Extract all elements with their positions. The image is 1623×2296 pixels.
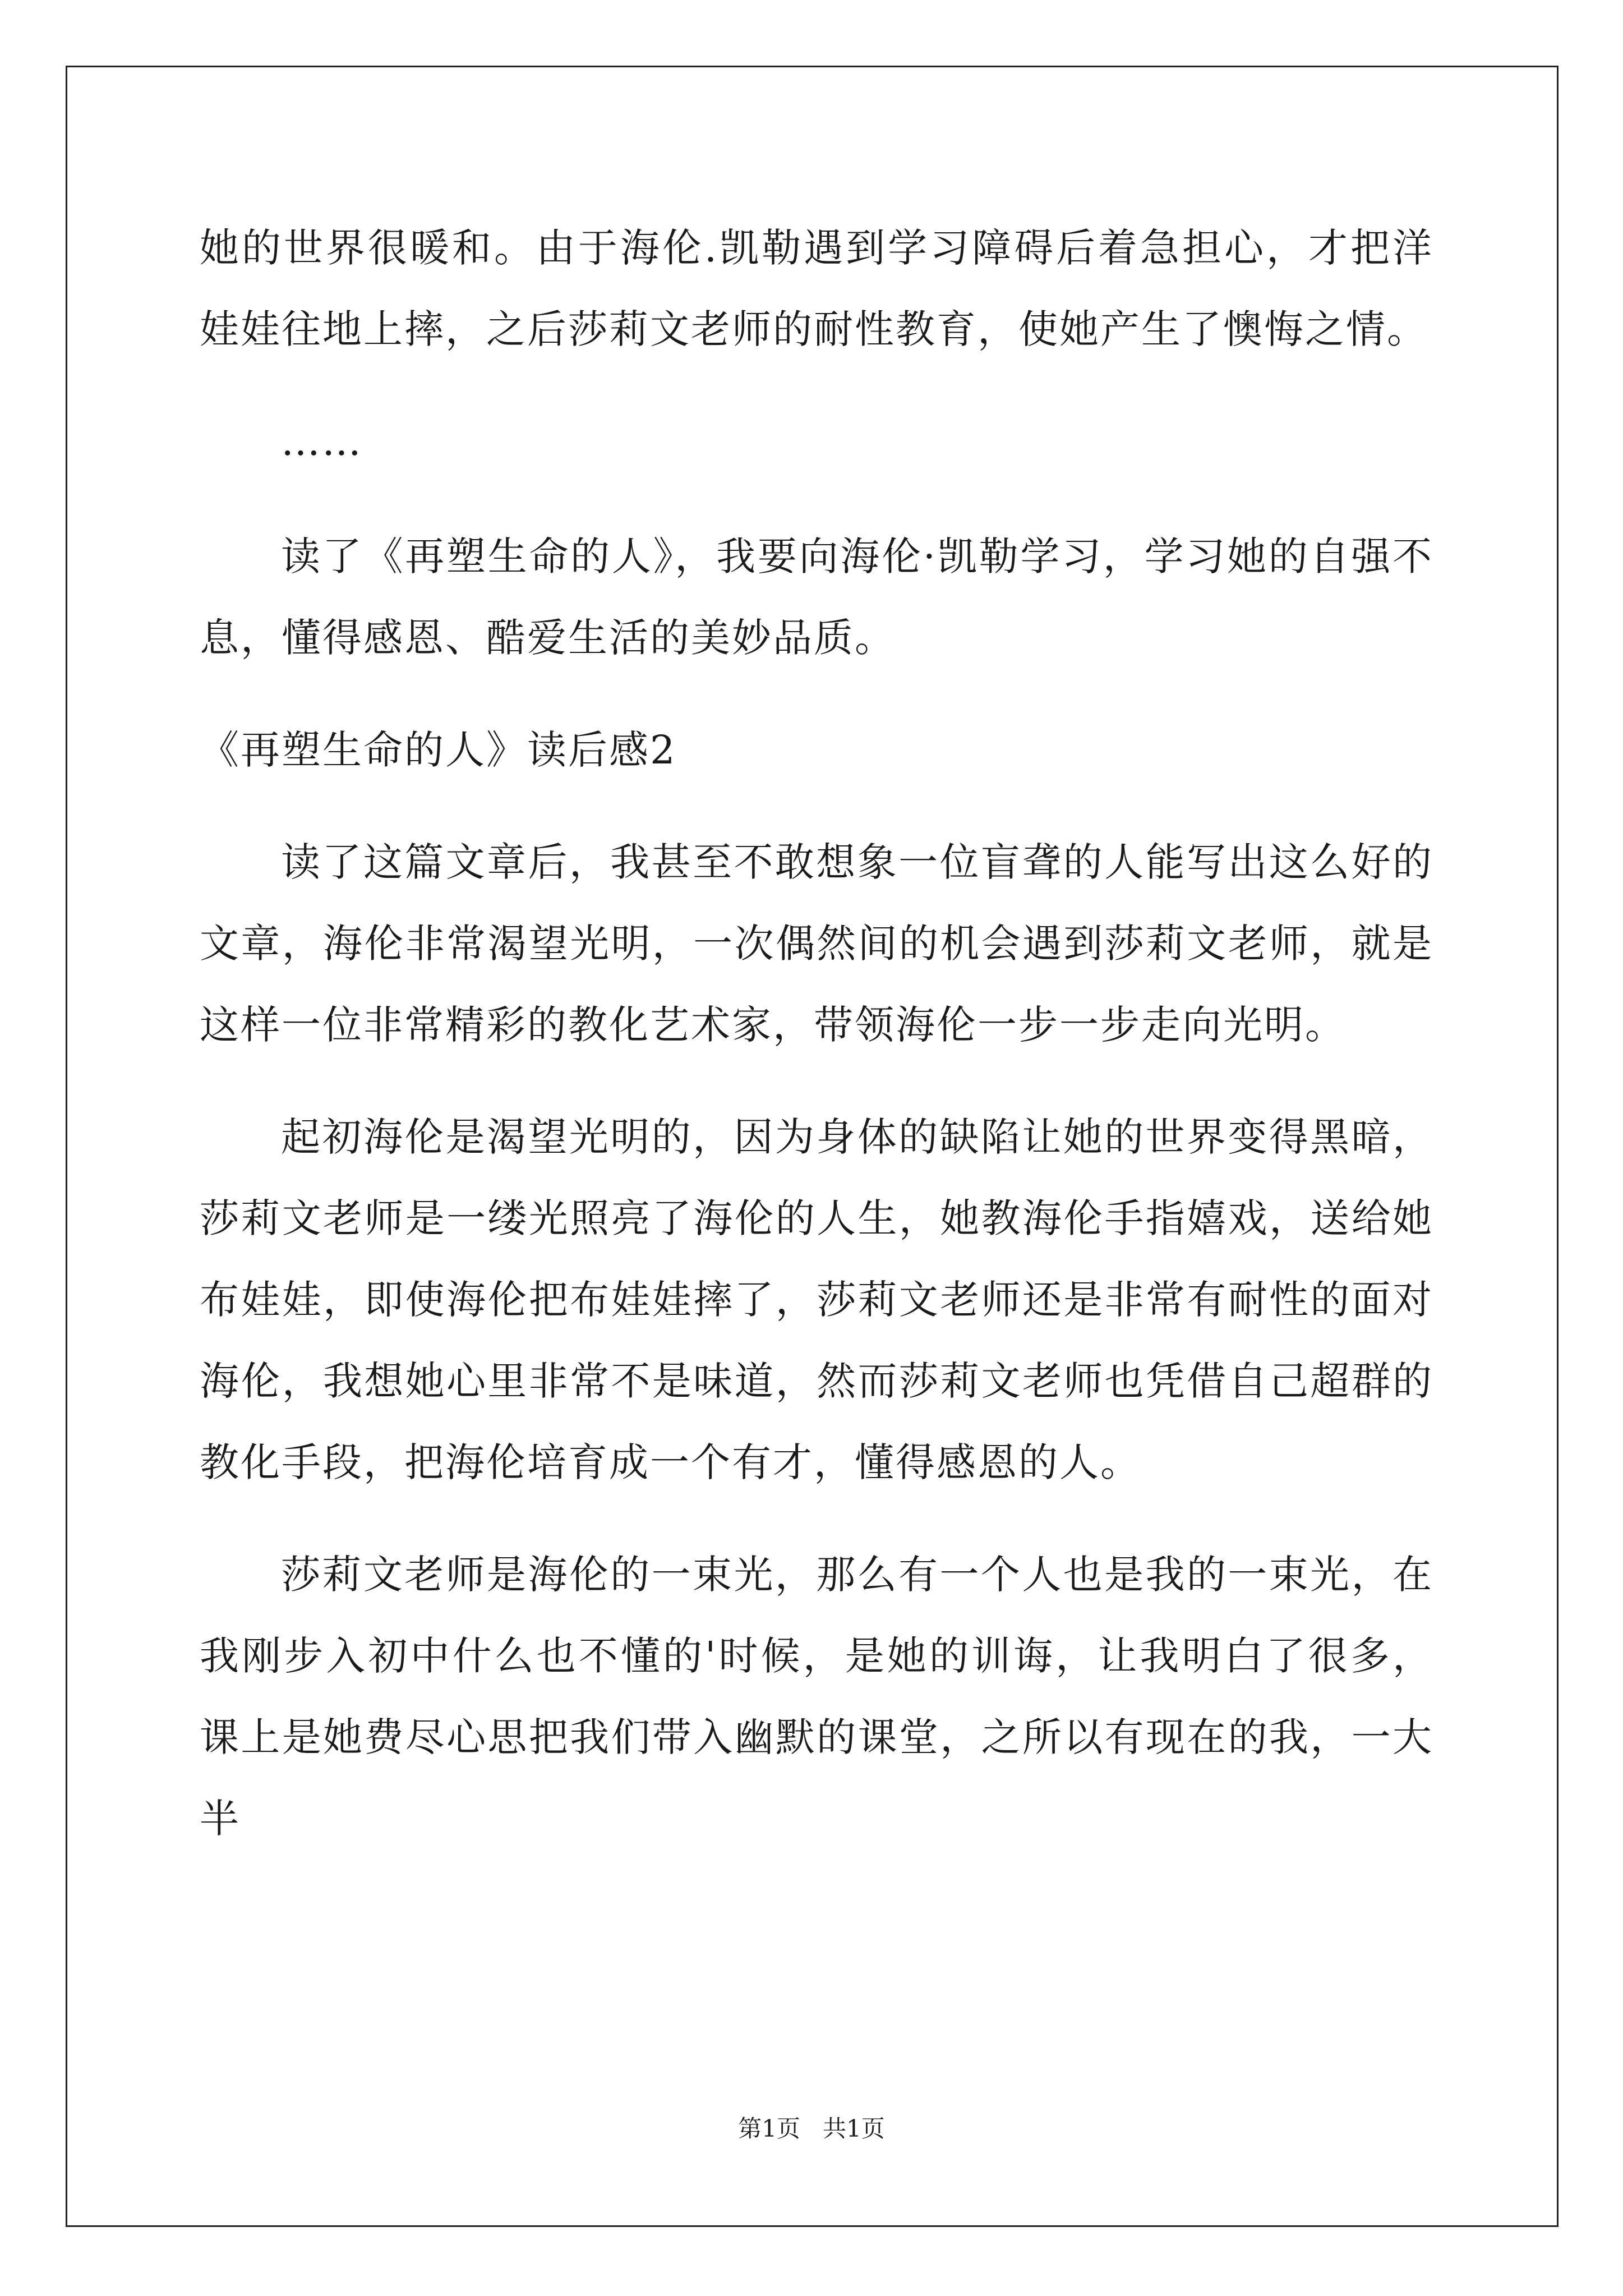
section-paragraph: 莎莉文老师是海伦的一束光，那么有一个人也是我的一束光，在我刚步入初中什么也不懂的'时候，是她的训诲，让我明白了很多，课上是她费尽心思把我们带入幽默的课堂，之所以有现在的我，一大半 — [200, 1552, 1433, 1842]
section-paragraph: 起初海伦是渴望光明的，因为身体的缺陷让她的世界变得黑暗，莎莉文老师是一缕光照亮了海伦的人生，她教海伦手指嬉戏，送给她布娃娃，即使海伦把布娃娃摔了，莎莉文老师还是非常有耐性的面对海伦，我想她心里非常不是味道，然而莎莉文老师也凭借自己超群的教化手段，把海伦培育成一个有才，懂得感恩的人。 — [200, 1114, 1433, 1485]
paragraph-continuation: 她的世界很暖和。由于海伦.凯勒遇到学习障碍后着急担心，才把洋娃娃往地上摔，之后莎莉文老师的耐性教育，使她产生了懊悔之情。 — [200, 225, 1433, 352]
document-body — [200, 208, 1433, 1890]
section-title: 《再塑生命的人》读后感2 — [200, 727, 677, 773]
page-footer — [0, 2110, 1623, 2144]
page-number-current: 第1页 — [738, 2115, 800, 2142]
paragraph-conclusion: 读了《再塑生命的人》，我要向海伦·凯勒学习，学习她的自强不息，懂得感恩、酷爱生活的美妙品质。 — [200, 533, 1433, 661]
page-number-total: 共1页 — [823, 2115, 885, 2142]
section-paragraph: 读了这篇文章后，我甚至不敢想象一位盲聋的人能写出这么好的文章，海伦非常渴望光明，一次偶然间的机会遇到莎莉文老师，就是这样一位非常精彩的教化艺术家，带领海伦一步一步走向光明。 — [200, 839, 1433, 1048]
paragraph-ellipsis: …… — [281, 418, 363, 464]
